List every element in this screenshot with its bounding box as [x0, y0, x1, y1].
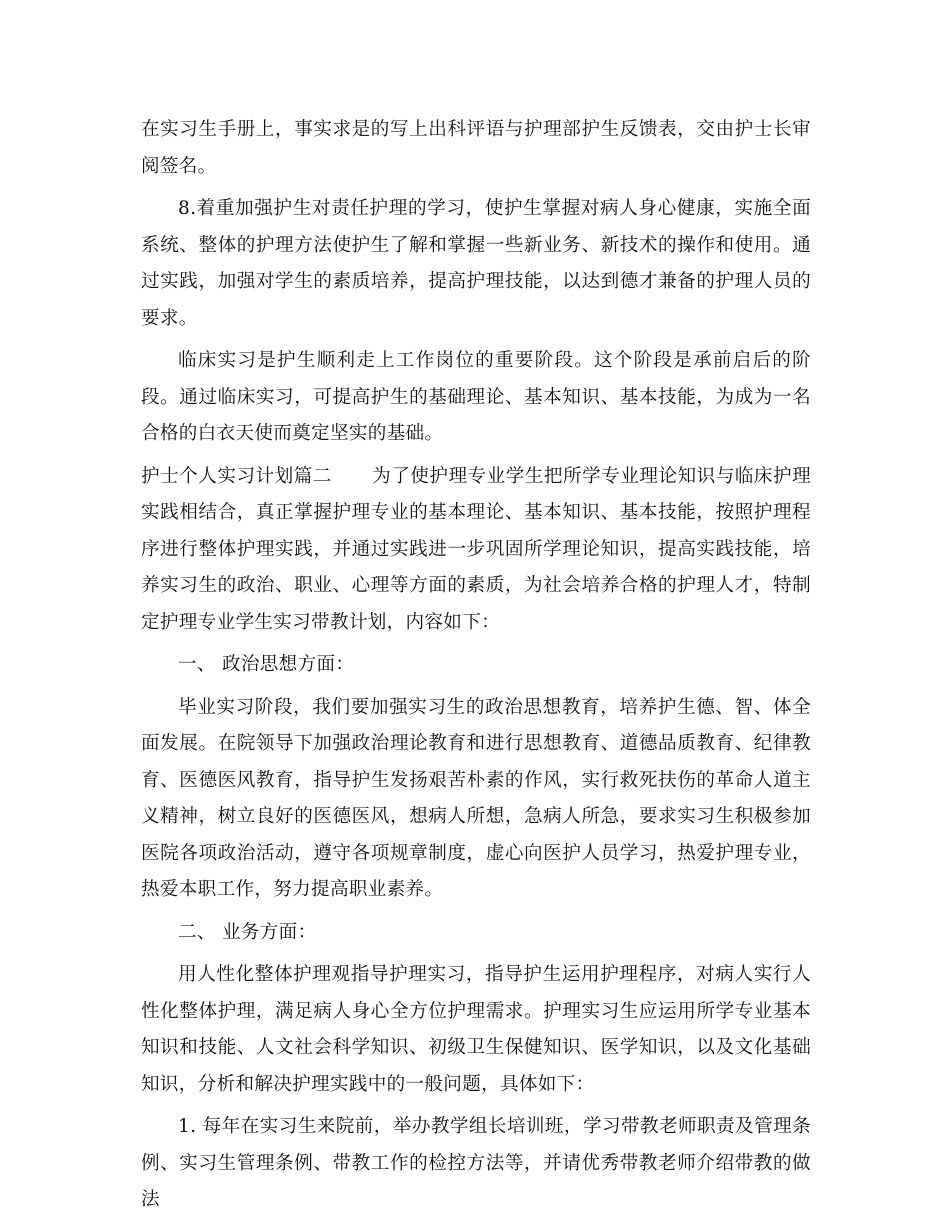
document-body [141, 112, 811, 1225]
paragraph-item-8: 8.着重加强护生对责任护理的学习，使护生掌握对病人身心健康，实施全面系统、整体的护理方法使护生了解和掌握一些新业务、新技术的操作和使用。通过实践，加强对学生的素质培养，提高护理技能，以达到德才兼备的护理人员的要求。 [141, 198, 811, 329]
paragraph-item-1: 1. 每年在实习生来院前，举办教学组长培训班，学习带教老师职责及管理条例、实习生管理条例、带教工作的检控方法等，并请优秀带教老师介绍带教的做法 [141, 1116, 811, 1210]
subheading-business: 二、 业务方面： [178, 921, 317, 943]
paragraph-clinical-internship: 临床实习是护生顺利走上工作岗位的重要阶段。这个阶段是承前启后的阶段。通过临床实习，可提高护生的基础理论、基本知识、基本技能，为成为一名合格的白衣天使而奠定坚实的基础。 [141, 350, 811, 444]
subheading-political: 一、 政治思想方面： [178, 654, 355, 675]
section-two-intro [141, 459, 811, 642]
paragraph-business: 用人性化整体护理观指导护理实习，指导护生运用护理程序，对病人实行人性化整体护理，满足病人身心全方位护理需求。护理实习生应运用所学专业基本知识和技能、人文社会科学知识、初级卫生保健知识、医学知识，以及文化基础知识，分析和解决护理实践中的一般问题，具体如下： [141, 964, 811, 1095]
section-heading: 护士个人实习计划篇二 [141, 465, 332, 487]
paragraph-continuation: 在实习生手册上，事实求是的写上出科评语与护理部护生反馈表，交由护士长审阅签名。 [141, 119, 811, 177]
section-intro-text: 为了使护理专业学生把所学专业理论知识与临床护理实践相结合，真正掌握护理专业的基本理论、基本知识、基本技能，按照护理程序进行整体护理实践，并通过实践进一步巩固所学理论知识，提高实践技能，培养实习生的政治、职业、心理等方面的素质，为社会培养合格的护理人才，特制定护理专业学生实习带教计划，内容如下： [141, 465, 811, 633]
paragraph-political: 毕业实习阶段，我们要加强实习生的政治思想教育，培养护生德、智、体全面发展。在院领导下加强政治理论教育和进行思想教育、道德品质教育、纪律教育、医德医风教育，指导护生发扬艰苦朴素的作风，实行救死扶伤的革命人道主义精神，树立良好的医德医风，想病人所想，急病人所急，要求实习生积极参加医院各项政治活动，遵守各项规章制度，虚心向医护人员学习，热爱护理专业，热爱本职工作，努力提高职业素养。 [141, 696, 811, 900]
